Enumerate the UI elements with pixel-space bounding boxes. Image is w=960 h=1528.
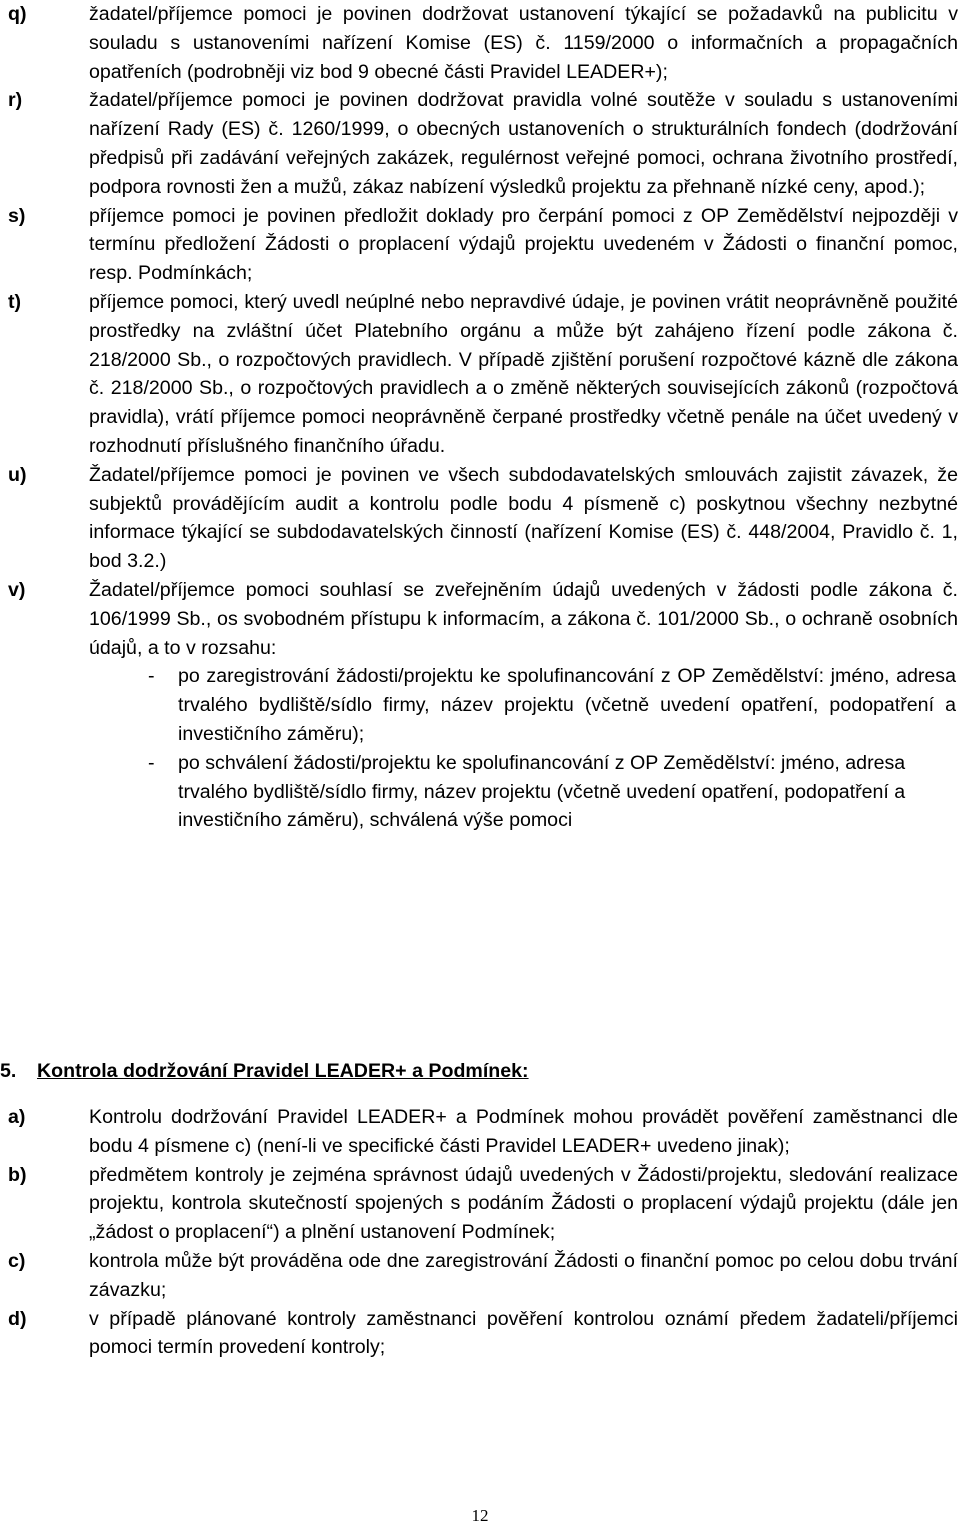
item-marker: b)	[8, 1163, 27, 1186]
list-item-d	[8, 1305, 958, 1363]
page-number: 12	[471, 1506, 489, 1525]
item-marker: q)	[8, 3, 27, 25]
section-number: 5.	[0, 1060, 17, 1082]
list-item-b	[8, 1161, 958, 1247]
item-text: Kontrolu dodržování Pravidel LEADER+ a Podmínek mohou provádět pověření zaměstnanci dle bodu 4 písmene c) (není-li ve specifické části Pravidel LEADER+ uvedeno jinak);	[89, 1106, 958, 1157]
section-heading	[0, 1060, 529, 1083]
item-marker: s)	[8, 204, 26, 227]
list-bottom	[8, 1103, 958, 1362]
item-marker: u)	[8, 463, 27, 486]
list-item-c	[8, 1247, 958, 1305]
list-item-q	[0, 0, 960, 86]
dash-marker: -	[148, 665, 155, 688]
list-item-r	[0, 86, 960, 201]
item-text: žadatel/příjemce pomoci je povinen dodržovat pravidla volné soutěže v souladu s ustanoveními nařízení Rady (ES) č. 1260/1999, o obecných ustanoveních o strukturálních fondech (dodržování předpisů při zadávání veřejných zakázek, regulérnost veřejné pomoci, ochrana životního prostředí, podpora rovnosti žen a mužů, zákaz nabízení výsledků projektu za přehnaně nízké ceny, apod.);	[89, 89, 958, 198]
sublist-v	[148, 662, 958, 835]
item-text: příjemce pomoci, který uvedl neúplné nebo nepravdivé údaje, je povinen vrátit neoprávněně použité prostředky na zvláštní účet Platebního orgánu a může být zahájeno řízení podle zákona č. 218/2000 Sb., o rozpočtových pravidlech. V případě zjištění porušení rozpočtové kázně dle zákona č. 218/2000 Sb., o rozpočtových pravidlech a o změně některých souvisejících zákonů (rozpočtová pravidla), vrátí příjemce pomoci neoprávněně čerpané prostředky včetně penále na účet uvedený v rozhodnutí příslušného finančního úřadu.	[89, 290, 958, 457]
item-text: kontrola může být prováděna ode dne zaregistrování Žádosti o finanční pomoc po celou dobu trvání závazku;	[89, 1249, 958, 1301]
item-text: v případě plánované kontroly zaměstnanci pověření kontrolou oznámí předem žadateli/příjemci pomoci termín provedení kontroly;	[89, 1307, 958, 1359]
item-marker: c)	[8, 1249, 26, 1272]
item-marker: d)	[8, 1307, 27, 1330]
item-marker: r)	[8, 89, 23, 112]
section-title: Kontrola dodržování Pravidel LEADER+ a Podmínek:	[37, 1060, 529, 1082]
sublist-item	[148, 662, 958, 748]
list-item-u	[0, 461, 960, 576]
list-item-v	[0, 576, 960, 662]
item-text: předmětem kontroly je zejména správnost údajů uvedených v Žádosti/projektu, sledování realizace projektu, kontrola skutečností spojených s podáním Žádosti o proplacení výdajů projektu (dále jen „žádost o proplacení“) a plnění ustanovení Podmínek;	[89, 1163, 958, 1244]
dash-marker: -	[148, 751, 155, 774]
sublist-item	[148, 749, 958, 835]
item-marker: t)	[8, 290, 22, 313]
item-marker: a)	[8, 1106, 26, 1128]
subitem-text: po schválení žádosti/projektu ke spolufinancování z OP Zemědělství: jméno, adresa trvalého bydliště/sídlo firmy, název projektu (včetně uvedení opatření, podopatření a investičního záměru), schválená výše pomoci	[178, 751, 906, 832]
subitem-text: po zaregistrování žádosti/projektu ke spolufinancování z OP Zemědělství: jméno, adresa trvalého bydliště/sídlo firmy, název projektu (včetně uvedení opatření, podopatření a investičního záměru);	[178, 665, 956, 745]
item-marker: v)	[8, 578, 26, 601]
list-item-s	[0, 202, 960, 288]
list-item-a	[8, 1103, 958, 1161]
item-text: příjemce pomoci je povinen předložit doklady pro čerpání pomoci z OP Zemědělství nejpozději v termínu předložení Žádosti o proplacení výdajů projektu uvedeném v Žádosti o finanční pomoc, resp. Podmínkách;	[89, 204, 958, 285]
item-text: Žadatel/příjemce pomoci je povinen ve všech subdodavatelských smlouvách zajistit závazek, že subjektů provádějícím audit a kontrolu podle bodu 4 písmeně c) poskytnou všechny nezbytné informace týkající se subdodavatelských činností (nařízení Komise (ES) č. 448/2004, Pravidlo č. 1, bod 3.2.)	[89, 463, 958, 573]
list-item-t	[0, 288, 960, 461]
item-text: Žadatel/příjemce pomoci souhlasí se zveřejněním údajů uvedených v žádosti podle zákona č. 106/1999 Sb., os svobodném přístupu k informacím, a zákona č. 101/2000 Sb., o ochraně osobních údajů, a to v rozsahu:	[89, 578, 958, 659]
item-text: žadatel/příjemce pomoci je povinen dodržovat ustanovení týkající se požadavků na publicitu v souladu s ustanoveními nařízení Komise (ES) č. 1159/2000 o informačních a propagačních opatřeních (podrobněji viz bod 9 obecné části Pravidel LEADER+);	[89, 3, 958, 83]
